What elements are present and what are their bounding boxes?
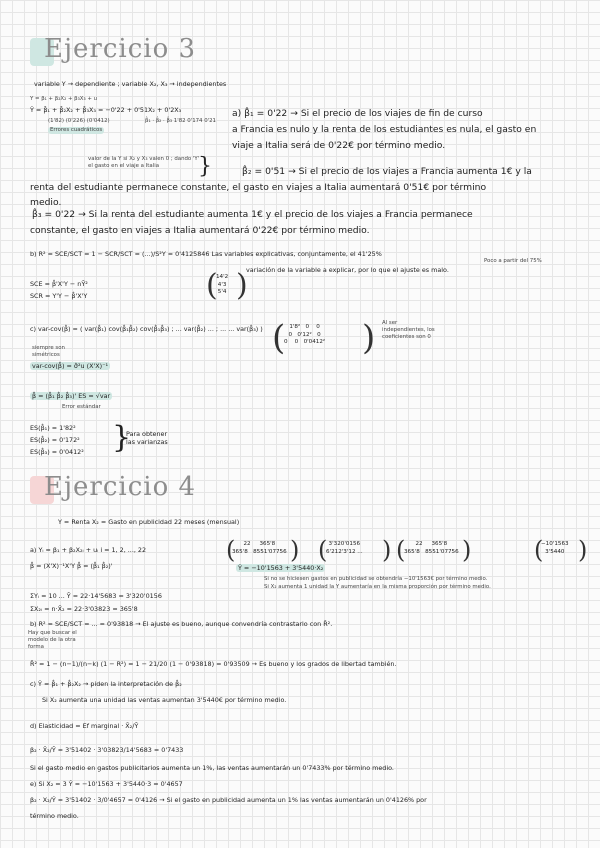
ej3-note: Al ser independientes, los coeficientes son 0 xyxy=(382,320,435,340)
ej3-line: ES(β̂₃) = 0'0412² xyxy=(30,448,84,456)
ej3-line: ES(β̂₂) = 0'172² xyxy=(30,436,80,444)
ej3-line: variación de la variable a explicar, por lo que el ajuste es malo. xyxy=(246,266,449,274)
brace: } xyxy=(112,420,132,455)
paren: ( xyxy=(206,268,218,303)
ej3-line: b) R² = SCE/SCT = 1 − SCR/SCT = (...)/S²Y = 0'4125846 Las variables explicativas, conjuntamente, el 41'25% xyxy=(30,250,382,258)
inverse-matrix: 22 365'8 365'8 8551'07756 xyxy=(404,541,459,555)
ej3-line: constante, el gasto en viajes a Italia aumentará 0'22€ por término medio. xyxy=(30,225,370,236)
ej3-line: c) var-cov(β̂) = ( var(β̂₁) cov(β̂₁β̂₂) cov(β̂₁β̂₃) ; ... var(β̂₂) ... ; ... ... var(β̂₃) ) xyxy=(30,325,263,333)
paren: ) xyxy=(462,536,472,564)
xy-matrix: 14'2 4'3 5'4 xyxy=(216,274,229,295)
ej4-line: d) Elasticidad = Ef marginal · X̄₂/Ȳ xyxy=(30,722,139,730)
paren: ) xyxy=(290,536,300,564)
ej4-line: b) R² = SCE/SCT = ... = 0'93818 → El ajuste es bueno, aunque convendría contrastarlo con R̄². xyxy=(30,620,333,628)
ej3-line: SCE = β̂'X'Y − nȲ² xyxy=(30,280,88,288)
result-matrix: −10'1563 3'5440 xyxy=(541,541,569,555)
ej3-line: (1'82) (0'226) (0'0412) xyxy=(48,118,110,124)
ej4-line: β̂ = (X'X)⁻¹X'Y β̂ = (β̂₁ β̂₂)' xyxy=(30,562,113,570)
ej3-line: ES(β̂₁) = 1'82² xyxy=(30,424,76,432)
ej4-line: R̄² = 1 − (n−1)/(n−k) (1 − R²) = 1 − 21/20 (1 − 0'93818) = 0'93509 → Es bueno y los grados de libertad también. xyxy=(30,660,397,668)
paren: ( xyxy=(318,536,328,564)
xy-matrix: 3'320'0156 6'212'3'12 ... xyxy=(326,541,363,555)
ej3-line: a Francia es nulo y la renta de los estudiantes es nula, el gasto en xyxy=(232,124,537,135)
paren: ( xyxy=(396,536,406,564)
paren: ( xyxy=(226,536,236,564)
ej4-line: término medio. xyxy=(30,812,79,820)
ej3-note: valor de la Y si X₂ y X₃ valen 0 ; dando 'Y' el gasto en el viaje a Italia xyxy=(88,156,200,169)
ej4-line: ΣYᵢ = 10 ... Ȳ = 22·14'5683 = 3'320'0156 xyxy=(30,592,162,600)
ej4-line: β₂ · X̄₂/Ȳ = 3'51402 · 3'03823/14'5683 = 0'7433 xyxy=(30,746,184,754)
ej3-line: Y = β₁ + β₂X₂ + β₃X₃ + u xyxy=(30,96,97,102)
ej3-line: Ŷ = β̂₁ + β̂₂X₂ + β̂₃X₃ = −0'22 + 0'51X₂ + 0'2X₃ xyxy=(30,106,182,114)
ej3-line: β̂₃ = 0'22 → Si la renta del estudiante aumenta 1€ y el precio de los viajes a Francia permanece xyxy=(32,209,473,220)
xx-matrix: 22 365'8 365'8 8551'07756 xyxy=(232,541,287,555)
ej4-line: ΣX₂ᵢ = n·X̄₂ = 22·3'03823 = 365'8 xyxy=(30,605,138,613)
ej4-line: c) Ŷ = β̂₁ + β̂₂X₂ → piden la interpretación de β̂₂ xyxy=(30,680,182,688)
varcov-matrix: 1'8² 0 0 0 0'12² 0 0 0 0'0412² xyxy=(284,324,326,345)
ej3-line: β̂₁ · β̂₂ · β̂₃ 1'82 0'174 0'21 xyxy=(145,118,216,124)
ej3-line: variable Y → dependiente ; variable X₂, X₃ → independientes xyxy=(34,80,227,88)
paren: ) xyxy=(236,268,248,303)
ej4-note: Hay que buscar el modelo de la otra forma xyxy=(28,630,77,650)
ej4-line: Si X₂ aumenta una unidad las ventas aumentan 3'5440€ por término medio. xyxy=(42,696,287,704)
ej3-note: siempre son simétricos xyxy=(32,345,65,358)
ej4-note: Si no se hiciesen gastos en publicidad se obtendría −10'1563€ por término medio. xyxy=(264,576,488,582)
ej3-line: renta del estudiante permanece constante, el gasto en viajes a Italia aumentará 0'51€ por término xyxy=(30,182,487,193)
paren: ( xyxy=(534,536,544,564)
exercise-4-title: Ejercicio 4 xyxy=(30,472,208,502)
ej3-line: viaje a Italia será de 0'22€ por término medio. xyxy=(232,140,446,151)
paren: ) xyxy=(382,536,392,564)
ej3-highlight: Errores cuadráticos xyxy=(50,127,103,133)
ej4-line: e) Si X₂ = 3 Ŷ = −10'1563 + 3'5440·3 = 0'4657 xyxy=(30,780,183,788)
ej3-line: a) β̂₁ = 0'22 → Si el precio de los viajes de fin de curso xyxy=(232,108,483,119)
ej3-note: Error estándar xyxy=(62,404,101,410)
paren: ) xyxy=(362,318,376,358)
ej4-note: Si X₂ aumenta 1 unidad la Y aumentaría en la misma proporción por término medio. xyxy=(264,584,491,590)
ej3-line: SCR = Y'Y − β̂'X'Y xyxy=(30,292,88,300)
ej3-highlight: β̂ = (β̂₁ β̂₂ β̂₃)' ES = √var xyxy=(32,392,111,400)
ej4-line: β₂ · X₂/Ŷ = 3'51402 · 3/0'4657 = 0'4126 → Si el gasto en publicidad aumenta un 1% las ventas aumentarán un 0'4126% por xyxy=(30,796,427,804)
paren: ( xyxy=(272,318,286,358)
ej3-highlight: var-cov(β̂) = σ̂²u (X'X)⁻¹ xyxy=(32,362,109,370)
exercise-3-title: Ejercicio 3 xyxy=(30,34,208,64)
ej4-line: a) Yᵢ = β₁ + β₂X₂ᵢ + uᵢ i = 1, 2, ..., 22 xyxy=(30,546,147,554)
ej3-line: medio. xyxy=(30,197,62,208)
ej3-line: β̂₂ = 0'51 → Si el precio de los viajes a Francia aumenta 1€ y la xyxy=(242,166,532,177)
ej3-note: Poco a partir del 75% xyxy=(484,258,542,264)
ej3-note: Para obtener las varianzas xyxy=(126,430,168,446)
ej4-highlight: Ŷ = −10'1563 + 3'5440·X₂ xyxy=(238,564,324,572)
brace: } xyxy=(198,154,212,179)
ej4-line: Si el gasto medio en gastos publicitarios aumenta un 1%, las ventas aumentarán un 0'7433% por término medio. xyxy=(30,764,394,772)
paren: ) xyxy=(578,536,588,564)
ej4-line: Y = Renta X₂ = Gasto en publicidad 22 meses (mensual) xyxy=(58,518,240,526)
